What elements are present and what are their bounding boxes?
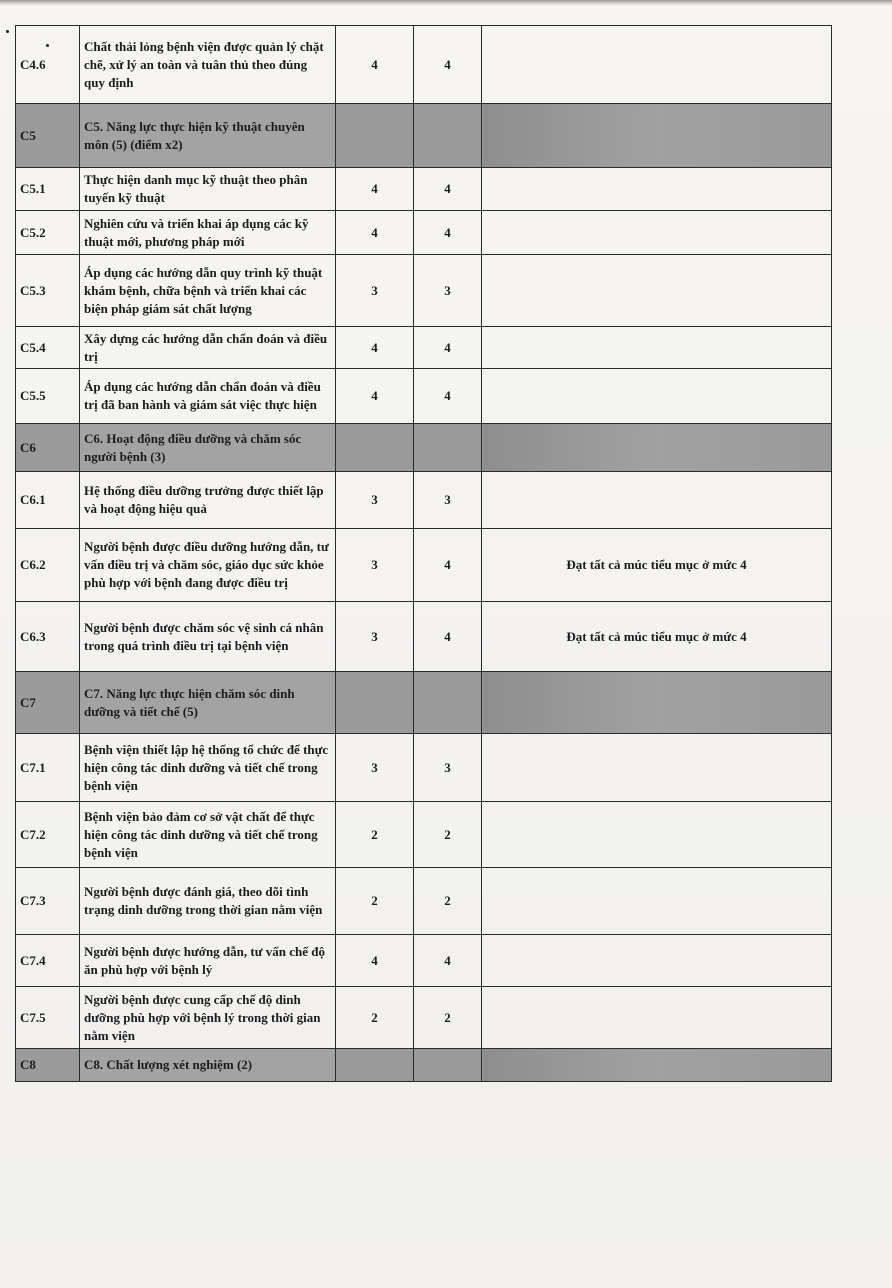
criterion-description: Người bệnh được hướng dẫn, tư vấn chế độ ăn phù hợp với bệnh lý [80,935,336,987]
note-cell [482,104,832,168]
note-cell [482,935,832,987]
score-review: 2 [414,868,482,935]
criterion-code: C5.2 [16,211,80,255]
section-code: C8 [16,1049,80,1082]
criterion-description: Người bệnh được chăm sóc vệ sinh cá nhân trong quá trình điều trị tại bệnh viện [80,602,336,672]
table-row [16,369,832,424]
score-review: 4 [414,529,482,602]
note-cell: Đạt tất cả múc tiểu mục ở mức 4 [482,529,832,602]
note-cell [482,211,832,255]
score-self [336,104,414,168]
criterion-code: C4.6 [16,26,80,104]
criterion-description: Áp dụng các hướng dẫn chẩn đoán và điều trị đã ban hành và giám sát việc thực hiện [80,369,336,424]
score-review [414,424,482,472]
criterion-description: Bệnh viện thiết lập hệ thống tổ chức để thực hiện công tác dinh dưỡng và tiết chế trong bệnh viện [80,734,336,802]
score-self: 3 [336,529,414,602]
section-row [16,104,832,168]
section-title: C8. Chất lượng xét nghiệm (2) [80,1049,336,1082]
score-self: 4 [336,327,414,369]
table-row [16,168,832,211]
section-code: C5 [16,104,80,168]
criterion-code: C5.3 [16,255,80,327]
criterion-description: Hệ thống điều dưỡng trưởng được thiết lập và hoạt động hiệu quả [80,472,336,529]
score-review: 4 [414,211,482,255]
score-self [336,1049,414,1082]
note-cell [482,472,832,529]
note-cell [482,369,832,424]
table-row [16,472,832,529]
score-review: 3 [414,472,482,529]
note-cell [482,734,832,802]
note-cell [482,26,832,104]
table-row [16,802,832,868]
section-row [16,1049,832,1082]
score-review: 2 [414,802,482,868]
score-self [336,672,414,734]
score-self: 3 [336,734,414,802]
section-row [16,424,832,472]
criterion-description: Người bệnh được đánh giá, theo dõi tình trạng dinh dưỡng trong thời gian nằm viện [80,868,336,935]
criterion-code: C7.4 [16,935,80,987]
page-top-shadow [0,0,892,6]
criterion-code: C5.4 [16,327,80,369]
score-review: 4 [414,168,482,211]
assessment-table [15,25,832,1082]
score-self: 2 [336,868,414,935]
score-review: 3 [414,734,482,802]
score-review [414,104,482,168]
table-row [16,868,832,935]
criterion-code: C7.1 [16,734,80,802]
score-review: 4 [414,369,482,424]
table-row [16,935,832,987]
note-cell [482,168,832,211]
criterion-description: Áp dụng các hướng dẫn quy trình kỹ thuật khám bệnh, chữa bệnh và triển khai các biện pháp giám sát chất lượng [80,255,336,327]
criterion-code: C6.1 [16,472,80,529]
criterion-description: Người bệnh được điều dưỡng hướng dẫn, tư vấn điều trị và chăm sóc, giáo dục sức khỏe phù hợp với bệnh đang được điều trị [80,529,336,602]
section-title: C5. Năng lực thực hiện kỹ thuật chuyên môn (5) (điểm x2) [80,104,336,168]
table-row [16,327,832,369]
criterion-code: C5.1 [16,168,80,211]
score-self: 3 [336,472,414,529]
note-cell [482,868,832,935]
criterion-description: Chất thải lỏng bệnh viện được quản lý chặt chẽ, xử lý an toàn và tuân thủ theo đúng quy định [80,26,336,104]
score-self: 4 [336,26,414,104]
section-title: C6. Hoạt động điều dưỡng và chăm sóc người bệnh (3) [80,424,336,472]
score-self: 4 [336,369,414,424]
criterion-code: C6.3 [16,602,80,672]
score-self: 3 [336,602,414,672]
score-self [336,424,414,472]
section-row [16,672,832,734]
section-code: C7 [16,672,80,734]
criterion-description: Nghiên cứu và triển khai áp dụng các kỹ thuật mới, phương pháp mới [80,211,336,255]
score-review [414,672,482,734]
ink-speck [6,30,9,33]
score-self: 2 [336,987,414,1049]
section-code: C6 [16,424,80,472]
note-cell [482,1049,832,1082]
table-row [16,255,832,327]
note-cell [482,424,832,472]
score-self: 4 [336,935,414,987]
criterion-code: C7.2 [16,802,80,868]
score-review: 3 [414,255,482,327]
table-row [16,734,832,802]
note-cell [482,802,832,868]
score-self: 4 [336,168,414,211]
score-self: 2 [336,802,414,868]
table-row [16,602,832,672]
score-self: 3 [336,255,414,327]
criterion-code: C7.5 [16,987,80,1049]
table-row [16,529,832,602]
table-row [16,987,832,1049]
criterion-code: C6.2 [16,529,80,602]
criterion-description: Bệnh viện bảo đảm cơ sở vật chất để thực hiện công tác dinh dưỡng và tiết chế trong bệnh viện [80,802,336,868]
note-cell: Đạt tất cả múc tiểu mục ở mức 4 [482,602,832,672]
score-review: 2 [414,987,482,1049]
table-row [16,26,832,104]
note-cell [482,327,832,369]
section-title: C7. Năng lực thực hiện chăm sóc dinh dưỡng và tiết chế (5) [80,672,336,734]
criterion-code: C5.5 [16,369,80,424]
note-cell [482,672,832,734]
score-review: 4 [414,935,482,987]
criterion-description: Người bệnh được cung cấp chế độ dinh dưỡng phù hợp với bệnh lý trong thời gian nằm viện [80,987,336,1049]
criterion-description: Xây dựng các hướng dẫn chẩn đoán và điều trị [80,327,336,369]
table-row [16,211,832,255]
criterion-code: C7.3 [16,868,80,935]
score-review: 4 [414,602,482,672]
criterion-description: Thực hiện danh mục kỹ thuật theo phân tuyến kỹ thuật [80,168,336,211]
score-review: 4 [414,327,482,369]
score-self: 4 [336,211,414,255]
note-cell [482,987,832,1049]
note-cell [482,255,832,327]
score-review: 4 [414,26,482,104]
score-review [414,1049,482,1082]
